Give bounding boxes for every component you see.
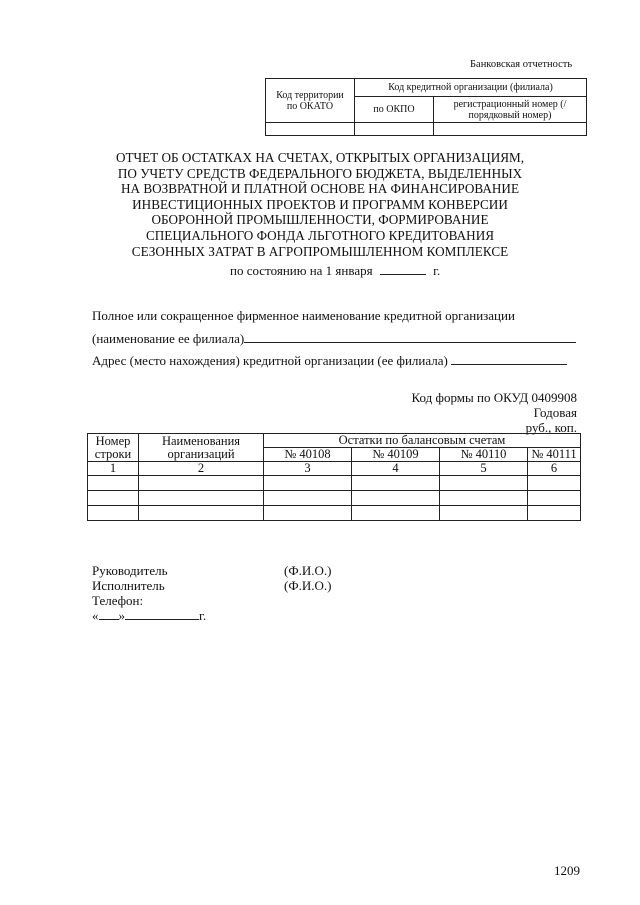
- title-line: ПО УЧЕТУ СРЕДСТВ ФЕДЕРАЛЬНОГО БЮДЖЕТА, ВЫДЕЛЕННЫХ: [117, 165, 523, 181]
- phone-label: Телефон:: [92, 593, 144, 608]
- date-open-quote: «: [92, 608, 99, 623]
- okpo-cell[interactable]: [355, 123, 434, 136]
- day-field[interactable]: [99, 608, 119, 620]
- table-cell[interactable]: [264, 491, 352, 506]
- col-row-number: Номер строки: [88, 434, 139, 462]
- table-cell[interactable]: [88, 476, 139, 491]
- col-account: № 40108: [264, 448, 352, 462]
- date-suffix: г.: [199, 608, 207, 623]
- address-row: [92, 353, 580, 369]
- year-field[interactable]: [380, 263, 426, 275]
- territory-code-header: Код территории по ОКАТО: [266, 79, 355, 123]
- table-cell[interactable]: [88, 506, 139, 521]
- col-account: № 40111: [528, 448, 581, 462]
- page-number: 1209: [554, 863, 580, 878]
- report-title: [90, 150, 550, 259]
- balances-table: [87, 433, 581, 521]
- table-cell[interactable]: [139, 506, 264, 521]
- units: руб., коп.: [525, 420, 577, 435]
- territory-code-cell[interactable]: [266, 123, 355, 136]
- title-line: ОТЧЕТ ОБ ОСТАТКАХ НА СЧЕТАХ, ОТКРЫТЫХ ОРГАНИЗАЦИЯМ,: [115, 150, 525, 165]
- table-cell[interactable]: [528, 491, 581, 506]
- numbering-row: [88, 462, 581, 476]
- reg-number-header: регистрационный номер (/порядковый номер): [434, 97, 587, 123]
- table-cell[interactable]: [528, 476, 581, 491]
- periodicity: Годовая: [533, 405, 577, 420]
- form-code: Код формы по ОКУД 0409908: [411, 390, 577, 405]
- column-number: 6: [528, 462, 581, 476]
- address-field[interactable]: [451, 353, 567, 365]
- col-org-names: Наименования организаций: [139, 434, 264, 462]
- month-field[interactable]: [125, 608, 199, 620]
- title-line: ИНВЕСТИЦИОННЫХ ПРОЕКТОВ И ПРОГРАММ КОНВЕРСИИ: [132, 196, 508, 212]
- reg-number-cell[interactable]: [434, 123, 587, 136]
- report-type-label: Банковская отчетность: [470, 59, 573, 70]
- table-cell[interactable]: [440, 476, 528, 491]
- table-cell[interactable]: [139, 476, 264, 491]
- credit-org-code-header: Код кредитной организации (филиала): [355, 79, 587, 97]
- branch-name-field[interactable]: [244, 331, 576, 343]
- title-line: ОБОРОННОЙ ПРОМЫШЛЕННОСТИ, ФОРМИРОВАНИЕ: [151, 212, 489, 228]
- column-number: 3: [264, 462, 352, 476]
- date-row: [92, 608, 206, 624]
- as-of-suffix: г.: [433, 263, 441, 278]
- table-cell[interactable]: [264, 506, 352, 521]
- org-name-label: Полное или сокращенное фирменное наименование кредитной организации: [92, 308, 515, 323]
- table-cell[interactable]: [528, 506, 581, 521]
- table-cell[interactable]: [139, 491, 264, 506]
- as-of-date: [230, 263, 440, 279]
- executor-fio: (Ф.И.О.): [284, 578, 332, 593]
- col-account: № 40110: [440, 448, 528, 462]
- col-balances: Остатки по балансовым счетам: [264, 434, 581, 448]
- table-cell[interactable]: [440, 491, 528, 506]
- column-number: 1: [88, 462, 139, 476]
- code-table: [265, 78, 587, 136]
- column-number: 4: [352, 462, 440, 476]
- title-line: СЕЗОННЫХ ЗАТРАТ В АГРОПРОМЫШЛЕННОМ КОМПЛЕКСЕ: [131, 243, 509, 259]
- table-row: [88, 491, 581, 506]
- col-account: № 40109: [352, 448, 440, 462]
- table-cell[interactable]: [88, 491, 139, 506]
- table-cell[interactable]: [440, 506, 528, 521]
- table-cell[interactable]: [352, 476, 440, 491]
- table-row: [88, 506, 581, 521]
- title-line: НА ВОЗВРАТНОЙ И ПЛАТНОЙ ОСНОВЕ НА ФИНАНСИРОВАНИЕ: [120, 181, 520, 197]
- table-cell[interactable]: [352, 491, 440, 506]
- as-of-prefix: по состоянию на 1 января: [230, 263, 373, 278]
- column-number: 5: [440, 462, 528, 476]
- executor-label: Исполнитель: [92, 578, 165, 593]
- okpo-header: по ОКПО: [355, 97, 434, 123]
- table-row: [88, 476, 581, 491]
- date-close-quote: »: [118, 608, 125, 623]
- head-fio: (Ф.И.О.): [284, 563, 332, 578]
- table-cell[interactable]: [264, 476, 352, 491]
- column-number: 2: [139, 462, 264, 476]
- title-line: СПЕЦИАЛЬНОГО ФОНДА ЛЬГОТНОГО КРЕДИТОВАНИЯ: [145, 227, 495, 243]
- branch-name-row: [92, 331, 580, 347]
- head-label: Руководитель: [92, 563, 168, 578]
- table-cell[interactable]: [352, 506, 440, 521]
- branch-name-label: (наименование ее филиала): [92, 331, 245, 346]
- address-label: Адрес (место нахождения) кредитной организации (ее филиала): [92, 353, 448, 368]
